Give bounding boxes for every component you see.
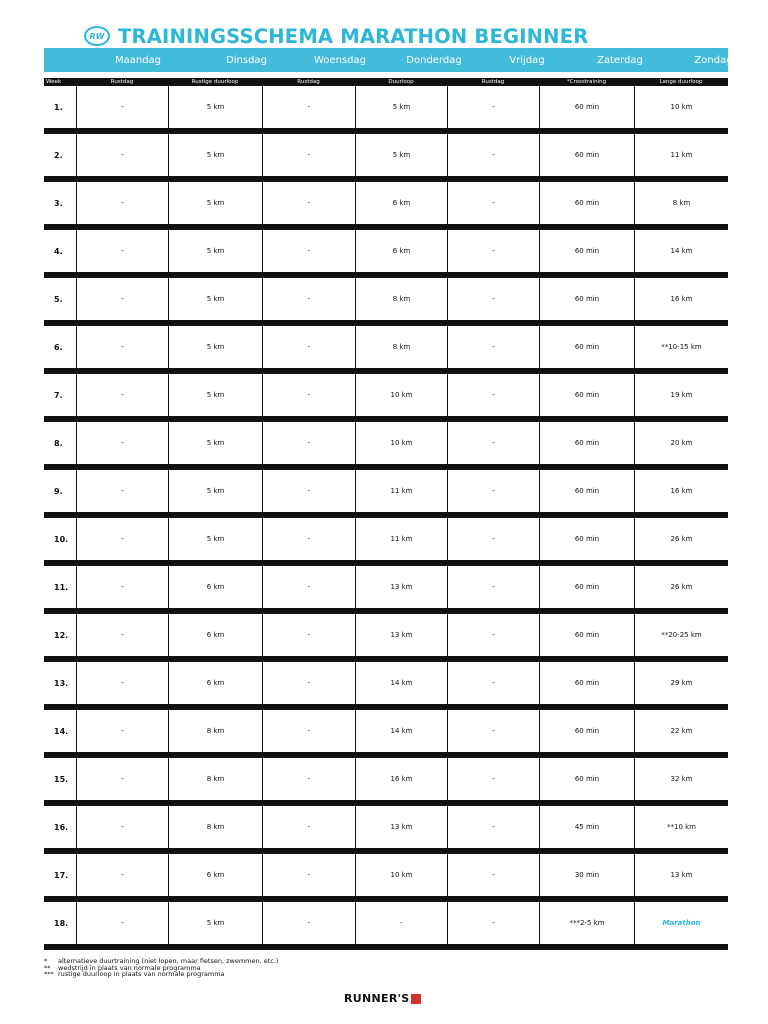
table-cell: -: [76, 470, 168, 512]
table-cell: 60 min: [539, 134, 634, 176]
brand-text: RUNNER'S: [344, 992, 410, 1005]
table-row: [44, 422, 728, 470]
table-cell: **10-15 km: [634, 326, 728, 368]
week-number: 3.: [54, 198, 63, 208]
table-cell: 5 km: [168, 134, 262, 176]
table-cell: 8 km: [168, 758, 262, 800]
week-number: 8.: [54, 438, 63, 448]
table-cell: -: [76, 806, 168, 848]
table-cell: 20 km: [634, 422, 728, 464]
table-cell: 10 km: [634, 86, 728, 128]
table-cell: 10 km: [355, 422, 447, 464]
subheader-label: Rustdag: [110, 79, 134, 85]
table-cell: ***2-5 km: [539, 902, 634, 944]
table-row: [44, 806, 728, 854]
table-cell: -: [447, 422, 539, 464]
table-cell: 5 km: [168, 86, 262, 128]
table-cell: -: [262, 374, 355, 416]
day-label: Zondag: [694, 54, 733, 66]
day-label: Maandag: [114, 54, 162, 66]
table-cell: 60 min: [539, 518, 634, 560]
table-cell: 5 km: [168, 182, 262, 224]
table-cell: 60 min: [539, 326, 634, 368]
week-number: 9.: [54, 486, 63, 496]
table-cell: -: [355, 902, 447, 944]
week-number: 13.: [54, 678, 69, 688]
table-cell: -: [262, 278, 355, 320]
week-number: 2.: [54, 150, 63, 160]
table-cell: 6 km: [168, 566, 262, 608]
table-cell: -: [447, 278, 539, 320]
title-row: [84, 24, 588, 48]
table-cell: 16 km: [634, 470, 728, 512]
table-cell: 60 min: [539, 374, 634, 416]
table-cell: 30 min: [539, 854, 634, 896]
table-cell: -: [447, 518, 539, 560]
table-row: [44, 758, 728, 806]
table-cell: 8 km: [355, 326, 447, 368]
footnote-mark: ***: [44, 970, 54, 978]
week-number: 10.: [54, 534, 69, 544]
table-cell: 5 km: [168, 230, 262, 272]
table-cell: 13 km: [355, 806, 447, 848]
table-cell: 19 km: [634, 374, 728, 416]
table-cell: 60 min: [539, 422, 634, 464]
table-cell: 5 km: [355, 134, 447, 176]
table-row: [44, 710, 728, 758]
table-cell: 11 km: [355, 518, 447, 560]
week-number: 14.: [54, 726, 69, 736]
table-cell: 5 km: [168, 278, 262, 320]
table-cell: 6 km: [355, 230, 447, 272]
table-row: [44, 134, 728, 182]
subheader-label: Rustdag: [297, 79, 320, 85]
table-cell: 60 min: [539, 566, 634, 608]
week-number: 4.: [54, 246, 63, 256]
table-cell: -: [76, 518, 168, 560]
week-number: 1.: [54, 102, 63, 112]
table-row: [44, 470, 728, 518]
day-label: Vrijdag: [509, 54, 545, 66]
table-cell: 14 km: [634, 230, 728, 272]
subheader-label: Lange duurloop: [659, 79, 703, 85]
table-cell: 32 km: [634, 758, 728, 800]
table-cell: -: [447, 758, 539, 800]
table-row: [44, 518, 728, 566]
table-cell: 10 km: [355, 374, 447, 416]
table-cell: -: [262, 182, 355, 224]
table-cell: -: [447, 614, 539, 656]
table-cell: 26 km: [634, 518, 728, 560]
subheader-label: Rustdag: [481, 79, 505, 85]
table-row: [44, 662, 728, 710]
table-cell: 6 km: [168, 614, 262, 656]
table-cell: 8 km: [168, 806, 262, 848]
table-cell: 8 km: [355, 278, 447, 320]
table-cell: -: [76, 278, 168, 320]
footnote-text: alternatieve duurtraining (niet lopen, maar fietsen, zwemmen, etc.): [58, 957, 279, 965]
table-cell: 45 min: [539, 806, 634, 848]
footnote: [44, 971, 278, 978]
week-number: 18.: [54, 918, 69, 928]
table-cell: 26 km: [634, 566, 728, 608]
table-cell: -: [76, 662, 168, 704]
table-cell: -: [447, 662, 539, 704]
table-cell: 16 km: [355, 758, 447, 800]
table-cell: -: [76, 230, 168, 272]
day-label: Donderdag: [406, 54, 462, 66]
table-cell: 10 km: [355, 854, 447, 896]
footnote-mark: *: [44, 957, 48, 965]
table-cell: 60 min: [539, 614, 634, 656]
table-cell: **20-25 km: [634, 614, 728, 656]
week-number: 7.: [54, 390, 63, 400]
table-row: [44, 854, 728, 902]
subheader-week: Week: [46, 79, 62, 85]
table-cell: -: [447, 710, 539, 752]
table-cell: -: [76, 326, 168, 368]
schedule-table: [44, 86, 728, 950]
week-number: 5.: [54, 294, 63, 304]
table-cell: 60 min: [539, 86, 634, 128]
day-label: Zaterdag: [597, 54, 643, 66]
day-header-band: [44, 48, 733, 72]
table-cell: -: [447, 854, 539, 896]
table-cell: 14 km: [355, 710, 447, 752]
table-cell: -: [76, 758, 168, 800]
table-cell: -: [76, 422, 168, 464]
table-cell: -: [76, 134, 168, 176]
table-cell: -: [262, 326, 355, 368]
table-cell: 13 km: [355, 566, 447, 608]
week-number: 11.: [54, 582, 69, 592]
table-cell: -: [262, 902, 355, 944]
table-cell: 60 min: [539, 758, 634, 800]
week-number: 17.: [54, 870, 69, 880]
table-cell: 60 min: [539, 470, 634, 512]
table-cell: -: [262, 758, 355, 800]
table-row: [44, 182, 728, 230]
table-row: [44, 278, 728, 326]
table-cell: 16 km: [634, 278, 728, 320]
footnote-mark: **: [44, 963, 51, 972]
table-cell: **10 km: [634, 806, 728, 848]
table-cell: 6 km: [168, 662, 262, 704]
week-number: 15.: [54, 774, 69, 784]
table-cell: -: [262, 806, 355, 848]
table-cell: -: [262, 86, 355, 128]
subheader-label: Rustige duurloop: [191, 79, 239, 85]
day-label: Woensdag: [314, 54, 366, 66]
table-cell: 8 km: [634, 182, 728, 224]
table-cell: -: [76, 854, 168, 896]
table-cell: -: [447, 326, 539, 368]
table-cell: -: [447, 470, 539, 512]
table-cell: -: [76, 614, 168, 656]
table-cell: 5 km: [168, 902, 262, 944]
table-cell: 29 km: [634, 662, 728, 704]
table-cell: -: [447, 902, 539, 944]
table-cell: 60 min: [539, 230, 634, 272]
table-cell: -: [447, 806, 539, 848]
table-cell: 60 min: [539, 182, 634, 224]
brand-box-icon: [411, 994, 421, 1004]
table-cell: -: [76, 710, 168, 752]
table-row: [44, 614, 728, 662]
rw-logo-icon: RW: [84, 26, 110, 46]
table-cell: -: [262, 518, 355, 560]
table-cell: -: [447, 182, 539, 224]
table-cell: -: [76, 374, 168, 416]
table-cell: 13 km: [355, 614, 447, 656]
table-cell: -: [262, 134, 355, 176]
week-number: 12.: [54, 630, 69, 640]
table-row: [44, 326, 728, 374]
footnote-text: wedstrijd in plaats van normale programma: [58, 963, 201, 972]
day-label: Dinsdag: [226, 54, 267, 66]
table-cell: -: [447, 230, 539, 272]
table-cell: -: [262, 230, 355, 272]
table-cell: -: [76, 86, 168, 128]
table-cell: 13 km: [634, 854, 728, 896]
table-cell: -: [447, 374, 539, 416]
runners-world-logo: [344, 992, 421, 1005]
footnote-text: rustige duurloop in plaats van normale programma: [58, 970, 225, 978]
table-cell: -: [447, 566, 539, 608]
table-cell: -: [262, 566, 355, 608]
page-title: TRAININGSSCHEMA MARATHON BEGINNER: [118, 24, 589, 48]
table-cell: 8 km: [168, 710, 262, 752]
table-row: [44, 86, 728, 134]
table-cell: -: [262, 710, 355, 752]
table-cell: 14 km: [355, 662, 447, 704]
table-cell: -: [262, 470, 355, 512]
table-cell: 5 km: [168, 374, 262, 416]
table-cell: -: [262, 854, 355, 896]
table-row: [44, 902, 728, 950]
table-cell: -: [262, 662, 355, 704]
table-row: [44, 230, 728, 278]
table-cell: -: [76, 902, 168, 944]
week-number: 6.: [54, 342, 63, 352]
table-cell: 60 min: [539, 662, 634, 704]
footnotes: [44, 958, 278, 978]
subheader-label: Duurloop: [388, 79, 414, 85]
table-cell: 11 km: [355, 470, 447, 512]
table-cell: 5 km: [168, 326, 262, 368]
table-cell: 5 km: [355, 86, 447, 128]
table-cell: 6 km: [168, 854, 262, 896]
table-cell: 6 km: [355, 182, 447, 224]
table-cell: 22 km: [634, 710, 728, 752]
table-cell: -: [447, 86, 539, 128]
table-cell: -: [447, 134, 539, 176]
table-cell: 60 min: [539, 278, 634, 320]
table-cell: 5 km: [168, 518, 262, 560]
table-cell: 11 km: [634, 134, 728, 176]
table-cell: Marathon: [634, 902, 728, 944]
table-row: [44, 374, 728, 422]
activity-subheader: [44, 78, 728, 86]
table-cell: -: [262, 614, 355, 656]
table-row: [44, 566, 728, 614]
table-cell: -: [262, 422, 355, 464]
subheader-label: *Crosstraining: [566, 79, 607, 85]
table-cell: 60 min: [539, 710, 634, 752]
table-cell: -: [76, 566, 168, 608]
table-cell: 5 km: [168, 470, 262, 512]
table-cell: -: [76, 182, 168, 224]
table-cell: 5 km: [168, 422, 262, 464]
week-number: 16.: [54, 822, 69, 832]
